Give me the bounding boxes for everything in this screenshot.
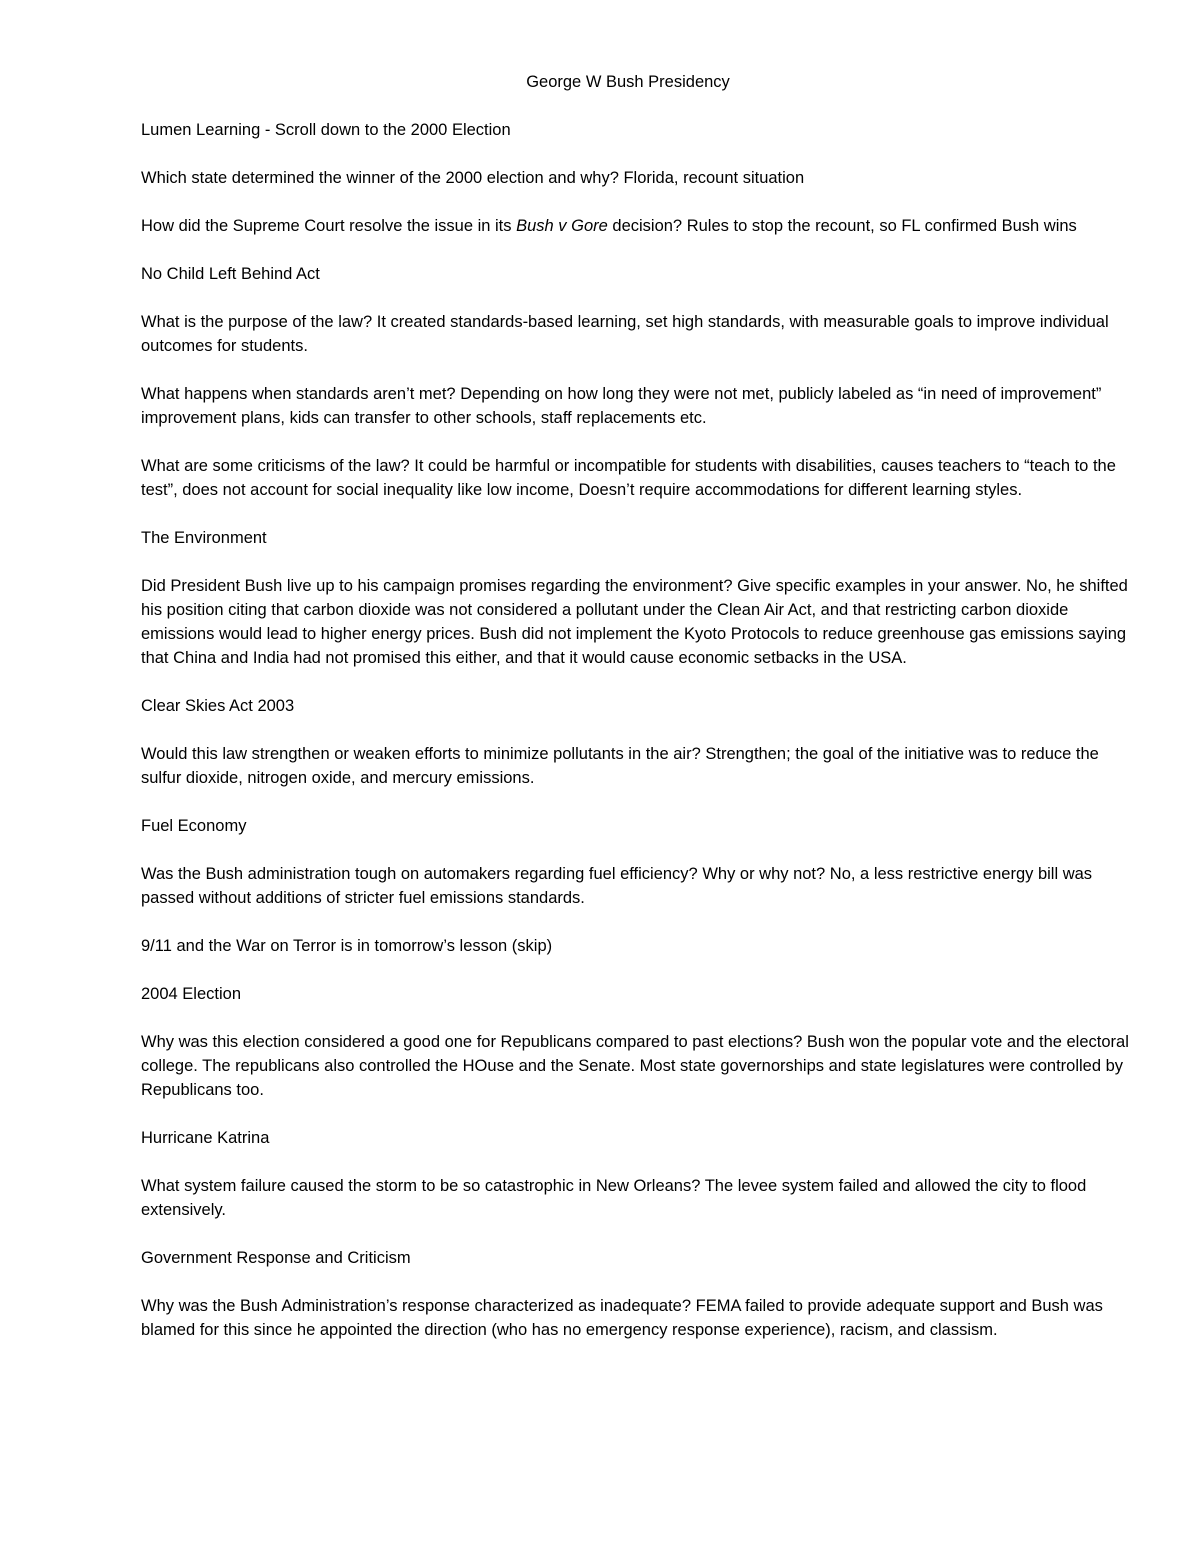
answer-text: It created standards-based learning, set high standards, with measurable goals to improve individual outcomes for students. bbox=[141, 313, 1109, 355]
question-answer bbox=[141, 382, 1131, 430]
answer-text: Florida, recount situation bbox=[623, 169, 805, 187]
section-heading: Lumen Learning - Scroll down to the 2000 Election bbox=[141, 121, 511, 139]
question-text: What are some criticisms of the law? bbox=[141, 457, 410, 475]
section-heading: The Environment bbox=[141, 529, 267, 547]
answer-text: Strengthen; the goal of the initiative was to reduce the sulfur dioxide, nitrogen oxide, and mercury emissions. bbox=[141, 745, 1099, 787]
answer-text: Depending on how long they were not met, publicly labeled as “in need of improvement” improvement plans, kids can transfer to other schools, staff replacements etc. bbox=[141, 385, 1102, 427]
question-text: Did President Bush live up to his campaign promises regarding the environment? Give specific examples in your answer. bbox=[141, 577, 1022, 595]
answer-text: Bush won the popular vote and the electoral college. The republicans also controlled the HOuse and the Senate. Most state governorships and state legislatures were controlled by Republicans too. bbox=[141, 1033, 1129, 1099]
question-text: What system failure caused the storm to be so catastrophic in New Orleans? bbox=[141, 1177, 701, 1195]
question-text: Would this law strengthen or weaken efforts to minimize pollutants in the air? bbox=[141, 745, 701, 763]
answer-text: No, a less restrictive energy bill was passed without additions of stricter fuel emissions standards. bbox=[141, 865, 1093, 907]
question-answer bbox=[141, 214, 1131, 238]
question-answer bbox=[141, 1030, 1131, 1102]
question-text: Was the Bush administration tough on automakers regarding fuel efficiency? Why or why not? bbox=[141, 865, 826, 883]
question-text: decision? bbox=[607, 217, 683, 235]
answer-text: Rules to stop the recount, so FL confirmed Bush wins bbox=[686, 217, 1077, 235]
question-answer bbox=[141, 454, 1131, 502]
answer-text: No, he shifted his position citing that carbon dioxide was not considered a pollutant under the Clean Air Act, and that restricting carbon dioxide emissions would lead to higher energy prices. Bush did not implement the Kyoto Protocols to reduce greenhouse gas emissions saying that China and India had not promised this either, and that it would cause economic setbacks in the USA. bbox=[141, 577, 1128, 667]
section-heading: Clear Skies Act 2003 bbox=[141, 697, 295, 715]
section-heading: 2004 Election bbox=[141, 985, 241, 1003]
question-answer bbox=[141, 574, 1131, 670]
question-text: What happens when standards aren’t met? bbox=[141, 385, 456, 403]
question-text: How did the Supreme Court resolve the issue in its bbox=[141, 217, 517, 235]
section-heading: 9/11 and the War on Terror is in tomorrow’s lesson (skip) bbox=[141, 937, 553, 955]
answer-text: FEMA failed to provide adequate support and Bush was blamed for this since he appointed the direction (who has no emergency response experience), racism, and classism. bbox=[141, 1297, 1103, 1339]
question-answer bbox=[141, 166, 1131, 190]
section-heading: No Child Left Behind Act bbox=[141, 265, 320, 283]
question-text: Which state determined the winner of the 2000 election and why? bbox=[141, 169, 619, 187]
section-heading: Fuel Economy bbox=[141, 817, 247, 835]
question-answer bbox=[141, 310, 1131, 358]
question-answer bbox=[141, 1174, 1131, 1222]
section-heading: Government Response and Criticism bbox=[141, 1249, 411, 1267]
question-answer bbox=[141, 1294, 1131, 1342]
question-text: What is the purpose of the law? bbox=[141, 313, 373, 331]
document-title: George W Bush Presidency bbox=[526, 73, 730, 91]
document-body bbox=[141, 70, 1131, 1366]
question-answer bbox=[141, 862, 1131, 910]
question-answer bbox=[141, 742, 1131, 790]
question-text: Why was this election considered a good one for Republicans compared to past elections? bbox=[141, 1033, 803, 1051]
case-name: Bush v Gore bbox=[516, 217, 608, 235]
section-heading: Hurricane Katrina bbox=[141, 1129, 270, 1147]
answer-text: It could be harmful or incompatible for students with disabilities, causes teachers to “teach to the test”, does not account for social inequality like low income, Doesn’t require accommodations for different learning styles. bbox=[141, 457, 1116, 499]
question-text: Why was the Bush Administration’s response characterized as inadequate? bbox=[141, 1297, 692, 1315]
answer-text: The levee system failed and allowed the city to flood extensively. bbox=[141, 1177, 1087, 1219]
